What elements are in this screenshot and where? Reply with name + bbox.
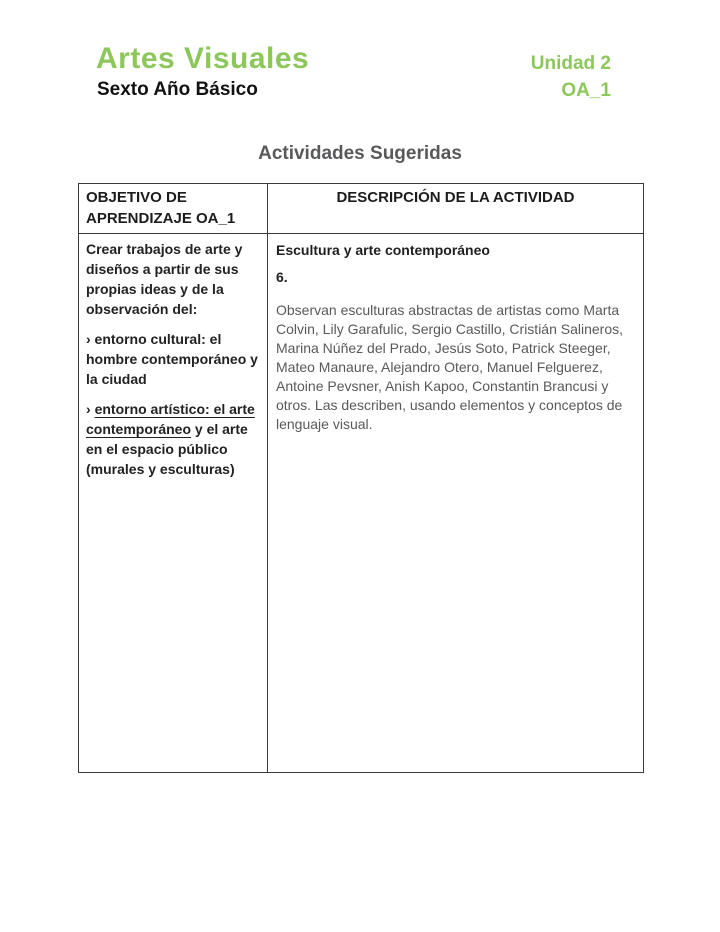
description-header-cell: DESCRIPCIÓN DE LA ACTIVIDAD xyxy=(336,189,575,206)
unit-block xyxy=(531,50,611,104)
objective-bullet-artistic xyxy=(86,399,263,479)
objective-cell xyxy=(79,234,268,772)
objective-bullet-artistic-underlined: entorno artístico: el arte contemporáneo xyxy=(86,401,255,437)
unit-label: Unidad 2 xyxy=(530,53,611,74)
document-title: Artes Visuales xyxy=(96,42,310,75)
objective-bullet-cultural xyxy=(86,329,263,389)
activity-number: 6. xyxy=(276,269,288,285)
objective-bullet-cultural-text: › entorno cultural: el hombre contemporáneo y la ciudad xyxy=(86,331,258,387)
document-subtitle: Sexto Año Básico xyxy=(97,79,258,100)
objective-intro xyxy=(86,239,263,319)
section-title: Actividades Sugeridas xyxy=(258,143,462,164)
activity-cell xyxy=(268,234,643,772)
bullet-marker: › xyxy=(86,401,95,417)
table-body-row xyxy=(79,234,643,772)
activity-topic: Escultura y arte contemporáneo xyxy=(276,242,490,258)
oa-label: OA_1 xyxy=(561,80,611,101)
objective-header-cell: OBJETIVO DE APRENDIZAJE OA_1 xyxy=(79,184,268,233)
activity-description: Observan esculturas abstractas de artistas como Marta Colvin, Lily Garafulic, Sergio Castillo, Cristián Salineros, Marina Núñez del Prado, Jesús Soto, Patrick Steeger, Mateo Manaure, Alejandro Otero, Manuel Felguerez, Antoine Pevsner, Anish Kapoo, Constantin Brancusi y otros. Las describen, usando elementos y conceptos de lenguaje visual. xyxy=(276,302,624,432)
activities-table xyxy=(78,183,644,773)
objective-bullet-artistic-rest: y el arte en el espacio público (murales y esculturas) xyxy=(86,421,248,477)
objective-intro-text: Crear trabajos de arte y diseños a partir de sus propias ideas y de la observación del: xyxy=(86,241,243,317)
table-header-row xyxy=(79,184,643,234)
